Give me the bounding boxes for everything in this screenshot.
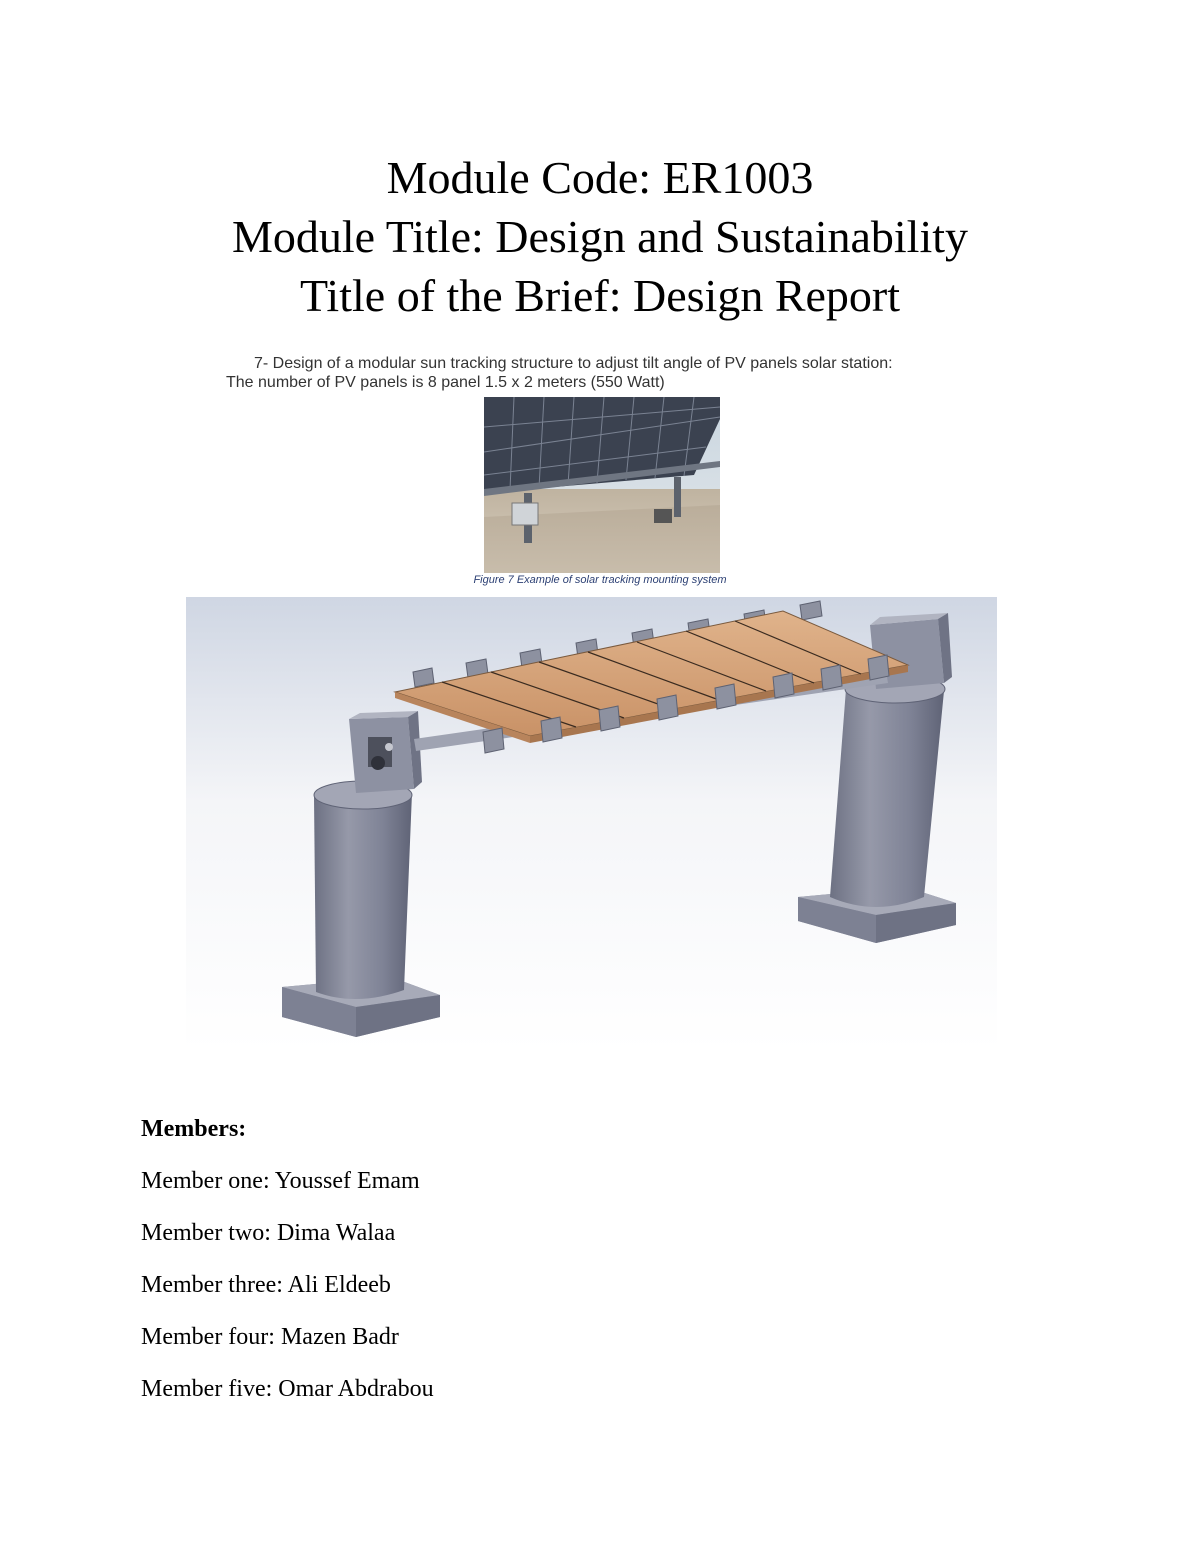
figure-caption: Figure 7 Example of solar tracking mounting system [473,574,727,586]
member-item: Member four: Mazen Badr [141,1324,399,1350]
module-title: Module Title: Design and Sustainability [231,211,969,262]
brief-title: Title of the Brief: Design Report [299,270,901,321]
title-block [0,148,1200,325]
brief-line-1: 7- Design of a modular sun tracking structure to adjust tilt angle of PV panels solar station: [254,355,893,372]
brief-line-2: The number of PV panels is 8 panel 1.5 x 2 meters (550 Watt) [226,374,665,391]
members-section [141,1113,434,1425]
member-item: Member five: Omar Abdrabou [141,1376,434,1402]
cad-render-tracker [186,597,997,1051]
member-item: Member one: Youssef Emam [141,1168,420,1194]
member-item: Member two: Dima Walaa [141,1220,396,1246]
members-heading: Members: [141,1116,247,1142]
solar-tracker-photo [484,397,720,573]
module-code: Module Code: ER1003 [386,152,814,203]
member-item: Member three: Ali Eldeeb [141,1272,391,1298]
brief-description [226,354,986,392]
